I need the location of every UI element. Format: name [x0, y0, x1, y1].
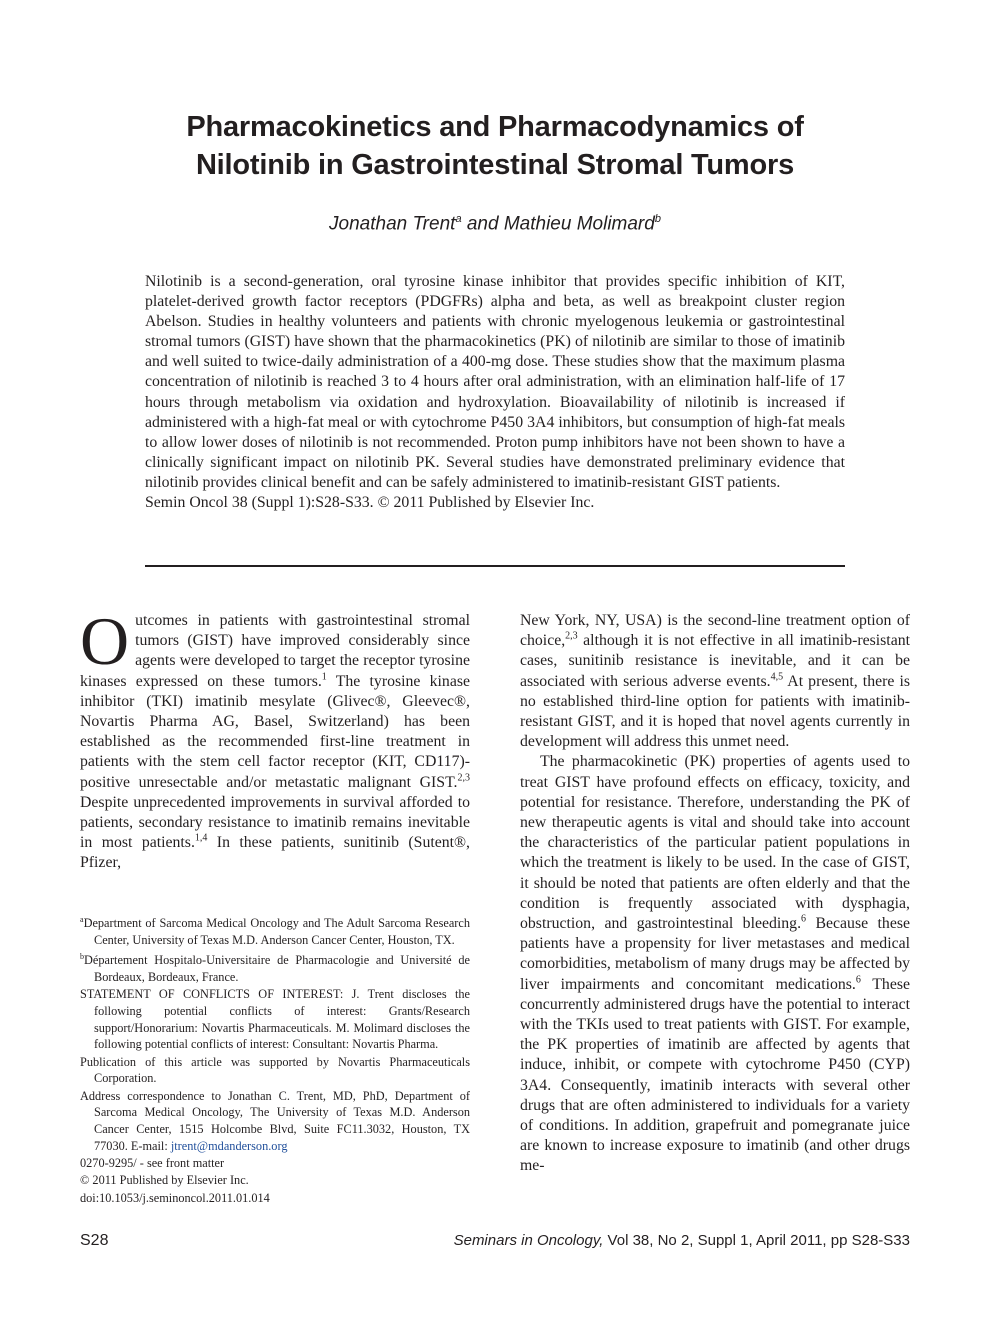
body-paragraph [80, 603, 471, 874]
body-text: These concurrently administered drugs have the potential to interact with the TKIs used to treat patients with GIST. For example, the PK properties of imatinib are affected by agents that induce, inhibit, or compete with cytochrome P450 (CYP) 3A4. Consequently, imatinib interacts with several other drugs that are often administered to individuals for a variety of conditions. In addition, grapefruit and pomegranate juice are known to increase exposure to imatinib (and other drugs me- [520, 975, 911, 1175]
author-list [80, 207, 910, 236]
reference-marker[interactable]: 1 [321, 671, 327, 683]
article-title [80, 108, 910, 184]
body-paragraph [520, 752, 910, 1176]
reference-marker[interactable]: 6 [801, 913, 807, 925]
abstract-citation: Semin Oncol 38 (Suppl 1):S28-S33. © 2011 Published by Elsevier Inc. [145, 494, 595, 512]
email-link[interactable]: jtrent@mdanderson.org [170, 1138, 288, 1153]
reference-marker[interactable]: 6 [855, 974, 861, 986]
body-text: although it is not effective in all imatinib-resistant cases, sunitinib resistance is inevitable, and it can be associated with serious adverse events. [520, 632, 910, 690]
affiliation-marker: a [80, 915, 84, 924]
body-column-right [520, 611, 910, 1177]
conflicts-statement: STATEMENT OF CONFLICTS OF INTEREST: J. Trent discloses the following potential conflicts of interest: Grants/Research support/Honorarium: Novartis Pharmaceuticals. M. Molimard discloses the following potential conflicts of interest: Consultant: Novartis Pharma. [80, 987, 470, 1052]
page-number: S28 [80, 1232, 109, 1249]
abstract-text: Nilotinib is a second-generation, oral tyrosine kinase inhibitor that provides specific inhibition of KIT, platelet-derived growth factor receptors (PDGFRs) alpha and beta, as well as breakpoint cluster region Abelson. Studies in healthy volunteers and patients with chronic myelogenous leukemia or gastrointestinal stromal tumors (GIST) have shown that the pharmacokinetics (PK) of nilotinib are similar to those of imatinib and well suited to twice-daily administration of a 400-mg dose. These studies show that the maximum plasma concentration of nilotinib is reached 3 to 4 hours after oral administration, with an elimination half-life of 17 hours through metabolism via oxidation and hydroxylation. Bioavailability of nilotinib is increased if administered with a high-fat meal or with cytochrome P450 3A4 inhibitors, but consumption of high-fat meals to allow lower doses of nilotinib is not recommended. Proton pump inhibitors have not been shown to have a clinically significant impact on nilotinib PK. Several studies have demonstrated preliminary evidence that nilotinib provides clinical benefit and can be safely administered to imatinib-resistant GIST patients. [145, 273, 845, 491]
reference-marker[interactable]: 2,3 [457, 772, 470, 784]
footnotes [80, 912, 470, 1207]
doi-line[interactable]: doi:10.1053/j.seminoncol.2011.01.014 [80, 1190, 270, 1205]
body-text: The pharmacokinetic (PK) properties of agents used to treat GIST have profound effects on efficacy, toxicity, and potential for resistance. Therefore, understanding the PK of new therapeutic agents is vital and should take into account the characteristics of the particular patient populations in which the treatment is likely to be used. In the case of GIST, it should be noted that patients are often elderly and that the condition is frequently associated with dysphagia, obstruction, and gastrointestinal bleeding. [520, 753, 910, 933]
author-name: Jonathan Trent [329, 213, 456, 235]
body-column-left [80, 603, 471, 874]
issn-line: 0270-9295/ - see front matter [80, 1156, 225, 1170]
abstract-divider [145, 565, 845, 567]
title-line-2: Nilotinib in Gastrointestinal Stromal Tumors [195, 149, 795, 181]
running-footer [454, 1232, 910, 1249]
body-text: utcomes in patients with gastrointestinal stromal tumors (GIST) have improved considerably since agents were developed to target the receptor tyrosine kinases expressed on these tumors. [80, 612, 470, 690]
affiliation-marker: a [455, 213, 462, 225]
footnote-text: Address correspondence to Jonathan C. Trent, MD, PhD, Department of Sarcoma Medical Oncology, The University of Texas M.D. Anderson Cancer Center, 1515 Holcombe Blvd, Suite FC11.3032, Houston, TX 77030. E-mail: [80, 1088, 470, 1153]
affiliation-marker: b [80, 952, 84, 962]
footnote-text: Département Hospitalo-Universitaire de Pharmacologie and Université de Bordeaux, Bordeaux, France. [84, 953, 470, 984]
body-paragraph [520, 611, 910, 752]
author-name: Mathieu Molimard [503, 213, 655, 235]
abstract [145, 272, 845, 513]
body-text: At present, there is no established third-line option for patients with imatinib-resistant GIST, and it is hoped that novel agents currently in development will address this unmet need. [520, 672, 910, 751]
reference-marker[interactable]: 4,5 [770, 671, 784, 683]
title-line-1: Pharmacokinetics and Pharmacodynamics of [186, 111, 804, 143]
journal-name: Seminars in Oncology, [453, 1232, 604, 1249]
support-statement: Publication of this article was supported by Novartis Pharmaceuticals Corporation. [80, 1054, 470, 1086]
body-text: Despite unprecedented improvements in survival afforded to patients, secondary resistance to imatinib remains inevitable in most patients. [80, 793, 470, 852]
copyright-line: © 2011 Published by Elsevier Inc. [80, 1173, 249, 1188]
footnote-text: Department of Sarcoma Medical Oncology and The Adult Sarcoma Research Center, University of Texas M.D. Anderson Cancer Center, Houston, TX. [83, 916, 470, 947]
body-text: In these patients, sunitinib (Sutent®, Pfizer, [80, 834, 470, 872]
body-text: The tyrosine kinase inhibitor (TKI) imatinib mesylate (Glivec®, Gleevec®, Novartis Pharma AG, Basel, Switzerland) has been established as the recommended first-line treatment in patients with the stem cell factor receptor (KIT, CD117)-positive unresectable and/or metastatic malignant GIST. [80, 672, 471, 791]
body-text: New York, NY, USA) is the second-line treatment option of choice, [520, 612, 910, 650]
drop-cap: O [80, 603, 130, 679]
reference-marker[interactable]: 2,3 [565, 630, 578, 642]
affiliation-marker: b [654, 213, 661, 225]
affiliation-footnote [80, 912, 470, 949]
body-text: Because these patients have a propensity for liver metastases and medical comorbidities, metabolism of many drugs may be affected by liver impairments and concomitant medications. [520, 915, 911, 993]
issue-details: Vol 38, No 2, Suppl 1, April 2011, pp S28-S33 [603, 1232, 910, 1249]
correspondence-address [80, 1088, 470, 1155]
reference-marker[interactable]: 1,4 [194, 832, 208, 844]
affiliation-footnote [80, 949, 470, 986]
author-conjunction: and [461, 213, 504, 235]
